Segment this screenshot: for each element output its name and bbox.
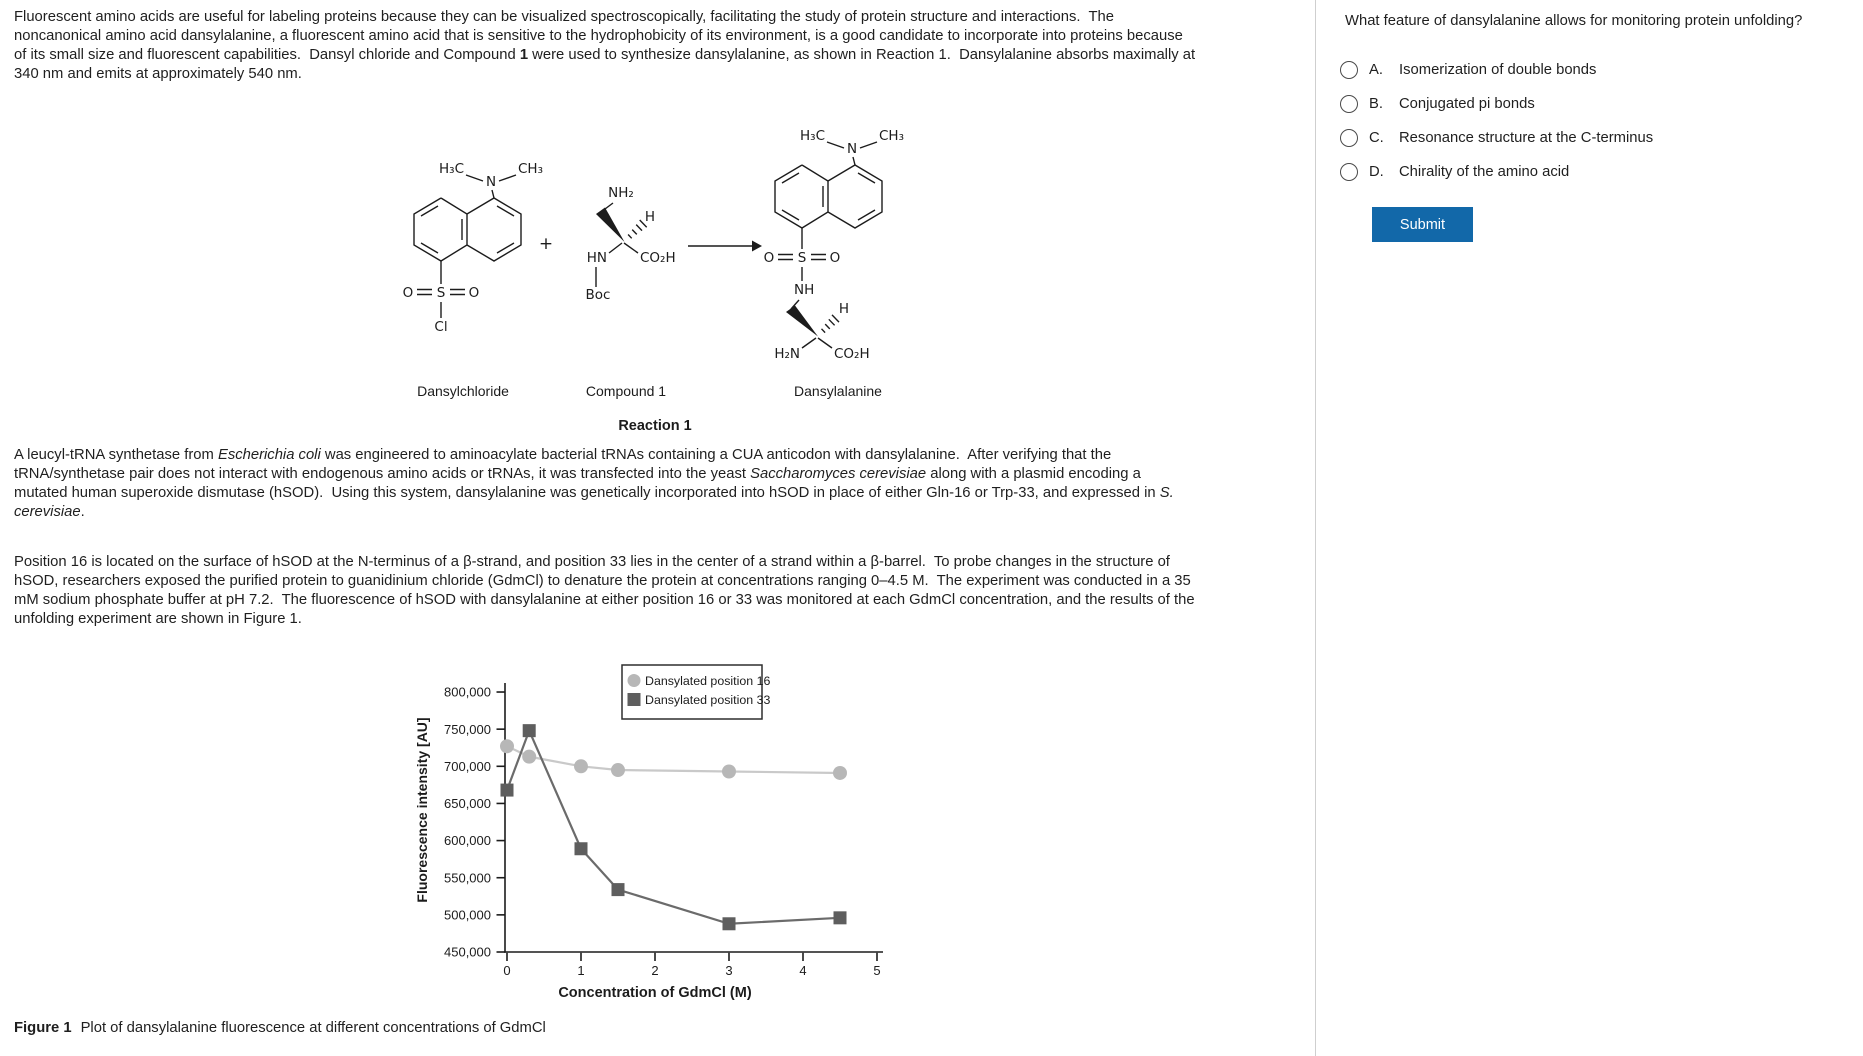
atom-label: O <box>763 250 775 266</box>
option-text: Chirality of the amino acid <box>1399 163 1570 180</box>
figure-1-chart <box>380 655 925 1010</box>
reaction-1-scheme <box>330 95 930 440</box>
atom-label: CH₃ <box>879 128 904 144</box>
svg-text:0: 0 <box>503 963 511 978</box>
svg-text:2: 2 <box>651 963 659 978</box>
atom-label: O <box>468 285 480 301</box>
passage-paragraph-2: A leucyl-tRNA synthetase from Escherichia coli was engineered to aminoacylate bacterial tRNAs containing a CUA anticodon with dansylalanine. After verifying that the tRNA/synthetase pair does not interact with endogenous amino acids or tRNAs, it was transfected into the yeast Saccharomyces cerevisiae along with a plasmid encoding a mutated human superoxide dismutase (hSOD). Using this system, dansylalanine was genetically incorporated into hSOD in place of either Gln-16 or Trp-33, and expressed in S. cerevisiae. <box>14 447 1178 520</box>
atom-label: H <box>644 209 656 225</box>
atom-label: Cl <box>434 319 448 335</box>
svg-text:650,000: 650,000 <box>444 796 491 812</box>
atom-label: NH <box>794 282 815 298</box>
svg-text:750,000: 750,000 <box>444 721 491 737</box>
atom-label: O <box>402 285 414 301</box>
question-panel <box>1315 0 1863 1056</box>
svg-text:450,000: 450,000 <box>444 944 491 960</box>
option-letter: D. <box>1369 163 1384 180</box>
option-letter: B. <box>1369 95 1383 112</box>
compound-1-structure <box>586 185 676 303</box>
radio-button[interactable] <box>1340 61 1358 79</box>
atom-label: S <box>797 250 807 266</box>
wedge-bond <box>786 306 818 337</box>
option-letter: A. <box>1369 61 1383 78</box>
hash-bond <box>822 315 840 333</box>
svg-text:Dansylated position 16: Dansylated position 16 <box>645 673 771 688</box>
option-text: Resonance structure at the C-terminus <box>1399 129 1654 146</box>
atom-label: NH₂ <box>608 185 634 201</box>
answer-option-c[interactable] <box>1340 127 1653 148</box>
radio-button[interactable] <box>1340 129 1358 147</box>
figure-caption-text: Plot of dansylalanine fluorescence at different concentrations of GdmCl <box>80 1020 546 1036</box>
svg-text:5: 5 <box>873 963 881 978</box>
atom-label: H₃C <box>800 128 825 144</box>
reaction-title: Reaction 1 <box>618 418 692 434</box>
option-text: Isomerization of double bonds <box>1399 61 1597 78</box>
figure-caption <box>14 1020 546 1036</box>
dansylalanine-structure <box>764 128 904 362</box>
atom-label: O <box>829 250 841 266</box>
answer-options <box>1340 59 1653 195</box>
atom-label: CH₃ <box>518 161 543 177</box>
atom-label: N <box>846 141 858 157</box>
svg-text:1: 1 <box>577 963 585 978</box>
option-letter: C. <box>1369 129 1384 146</box>
passage-paragraph-3: Position 16 is located on the surface of hSOD at the N-terminus of a β-strand, and position 33 lies in the center of a strand within a β-barrel. To probe changes in the structure of hSOD, researchers exposed the purified protein to guanidinium chloride (GdmCl) to denature the protein at concentrations ranging 0–4.5 M. The experiment was conducted in a 35 mM sodium phosphate buffer at pH 7.2. The fluorescence of hSOD with dansylalanine at either position 16 or 33 was monitored at each GdmCl concentration, and the results of the unfolding experiment are shown in Figure 1. <box>14 554 1199 627</box>
wedge-bond <box>596 208 625 243</box>
atom-label: S <box>436 285 446 301</box>
answer-option-b[interactable] <box>1340 93 1653 114</box>
dansylchloride-structure <box>403 161 543 335</box>
product-label: Dansylalanine <box>794 383 882 399</box>
atom-label: HN <box>586 250 607 266</box>
atom-label: H <box>838 301 850 317</box>
atom-label: H₃C <box>439 161 464 177</box>
svg-text:3: 3 <box>725 963 733 978</box>
atom-label: H₂N <box>774 346 800 362</box>
reactant2-label: Compound 1 <box>585 383 667 399</box>
figure-caption-label: Figure 1 <box>14 1020 72 1036</box>
answer-option-d[interactable] <box>1340 161 1653 182</box>
reactant1-label: Dansylchloride <box>417 383 509 399</box>
answer-option-a[interactable] <box>1340 59 1653 80</box>
hash-bond <box>628 220 647 238</box>
atom-label: Boc <box>585 287 611 303</box>
svg-text:Dansylated position 33: Dansylated position 33 <box>645 692 771 707</box>
radio-button[interactable] <box>1340 95 1358 113</box>
svg-text:4: 4 <box>799 963 807 978</box>
svg-text:550,000: 550,000 <box>444 870 491 886</box>
atom-label: CO₂H <box>834 346 870 362</box>
option-text: Conjugated pi bonds <box>1399 95 1535 112</box>
plus-sign: + <box>538 234 554 254</box>
submit-button[interactable]: Submit <box>1372 207 1473 242</box>
atom-label: N <box>485 174 497 190</box>
svg-text:800,000: 800,000 <box>444 684 491 700</box>
svg-text:Fluorescence intensity [AU]: Fluorescence intensity [AU] <box>414 717 430 903</box>
svg-text:Concentration of GdmCl (M): Concentration of GdmCl (M) <box>558 985 752 1001</box>
reaction-arrow <box>688 241 762 252</box>
svg-text:700,000: 700,000 <box>444 758 491 774</box>
svg-text:500,000: 500,000 <box>444 907 491 923</box>
atom-label: CO₂H <box>640 250 676 266</box>
radio-button[interactable] <box>1340 163 1358 181</box>
passage-paragraph-1: Fluorescent amino acids are useful for labeling proteins because they can be visualized spectroscopically, facilitating the study of protein structure and interactions. The noncanonical amino acid dansylalanine, a fluorescent amino acid that is sensitive to the hydrophobicity of its environment, is a good candidate to incorporate into proteins because of its small size and fluorescent capabilities. Dansyl chloride and Compound 1 were used to synthesize dansylalanine, as shown in Reaction 1. Dansylalanine absorbs maximally at 340 nm and emits at approximately 540 nm. <box>14 9 1200 82</box>
question-text: What feature of dansylalanine allows for monitoring protein unfolding? <box>1345 13 1803 29</box>
svg-text:600,000: 600,000 <box>444 833 491 849</box>
